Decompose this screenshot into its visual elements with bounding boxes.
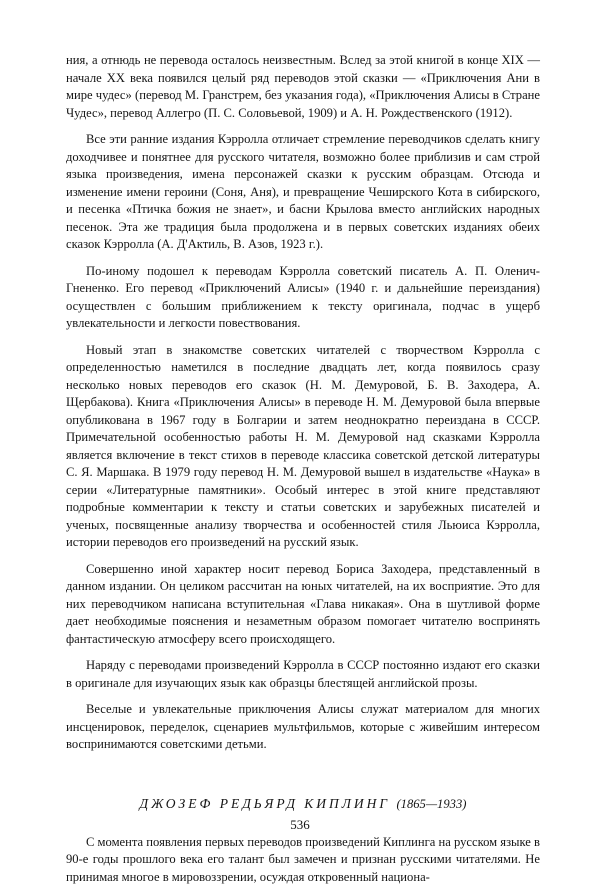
paragraph-6: Наряду с переводами произведений Кэрролла в СССР постоянно издают его сказки в оригинале для изучающих язык как образцы блестящей английской прозы. <box>66 658 540 690</box>
paragraph-3: По-иному подошел к переводам Кэрролла советский писатель А. П. Оленич-Гнененко. Его перевод «Приключений Алисы» (1940 г. и дальнейшие переиздания) осуществлен с большим приближением к тексту оригинала, подчас в ущерб увлекательности и легкости повествования. <box>66 263 540 330</box>
paragraph-7: Веселые и увлекательные приключения Алисы служат материалом для многих инсценировок, переделок, сценариев мультфильмов, которые с живейшим интересом воспринимаются советскими детьми. <box>66 702 540 751</box>
paragraph-2: Все эти ранние издания Кэрролла отличает стремление переводчиков сделать книгу доходчивее и понятнее для русского читателя, возможно более приблизив и сам строй языка произведения, имена персонажей сказки к русским образцам. Отсюда и изменение имени героини (Соня, Аня), и превращение Чеширского Кота в сибирского, и песенка «Птичка божия не знает», и басни Крылова вместо английских народных песенок. Эта же традиция была продолжена и в первых советских изданиях обеих сказок Кэрролла (А. Д'Актиль, В. Азов, 1923 г.). <box>66 132 540 251</box>
section-paragraph-1: С момента появления первых переводов произведений Киплинга на русском языке в 90-е годы прошлого века его талант был замечен и признан русскими читателями. Не принимая многое в мировоззрении, осуждая откровенный национа- <box>66 834 540 884</box>
section-author-dates: (1865—1933) <box>396 796 467 811</box>
paragraph-4: Новый этап в знакомстве советских читателей с творчеством Кэрролла с определенностью наметился в последние двадцать лет, когда появилось сразу несколько новых переводов его сказок (Н. М. Демуровой, Б. В. Заходера, А. Щербакова). Книга «Приключения Алисы» в переводе Н. М. Демуровой была впервые опубликована в 1967 году в Болгарии и затем неоднократно переиздана в СССР. Примечательной особенностью работы Н. М. Демуровой над сказками Кэрролла является включение в текст стихов в переводе классика советской детской литературы С. Я. Маршака. В 1979 году перевод Н. М. Демуровой вышел в издательстве «Наука» в серии «Литературные памятники». Особый интерес в этой книге представляют подробные комментарии к тексту и статьи советских и зарубежных писателей и ученых, посвященные анализу творчества и особенностей стиля Льюиса Кэрролла, истории переводов его произведений на русский язык. <box>66 342 540 549</box>
page-number: 536 <box>290 817 310 832</box>
section-author-name: ДЖОЗЕФ РЕДЬЯРД КИПЛИНГ <box>139 795 391 811</box>
page-body <box>66 52 540 895</box>
section-heading <box>66 796 540 812</box>
paragraph-5: Совершенно иной характер носит перевод Бориса Заходера, представленный в данном издании. Он целиком рассчитан на юных читателей, на их восприятие. Это для них переводчиком написана вступительная «Глава никакая». Она в шутливой форме дает необходимые пояснения и незаметным образом помогает читателю воспринять фантастическую атмосферу всего происходящего. <box>66 561 540 646</box>
paragraph-1: ния, а отнюдь не перевода осталось неизвестным. Вслед за этой книгой в конце XIX — начале XX века появился целый ряд переводов этой сказки — «Приключения Ани в мире чудес» (перевод М. Гранстрем, без указания года), «Приключения Алисы в Стране Чудес», перевод Аллегро (П. С. Соловьевой, 1909) и А. Н. Рождественского (1912). <box>66 53 540 120</box>
